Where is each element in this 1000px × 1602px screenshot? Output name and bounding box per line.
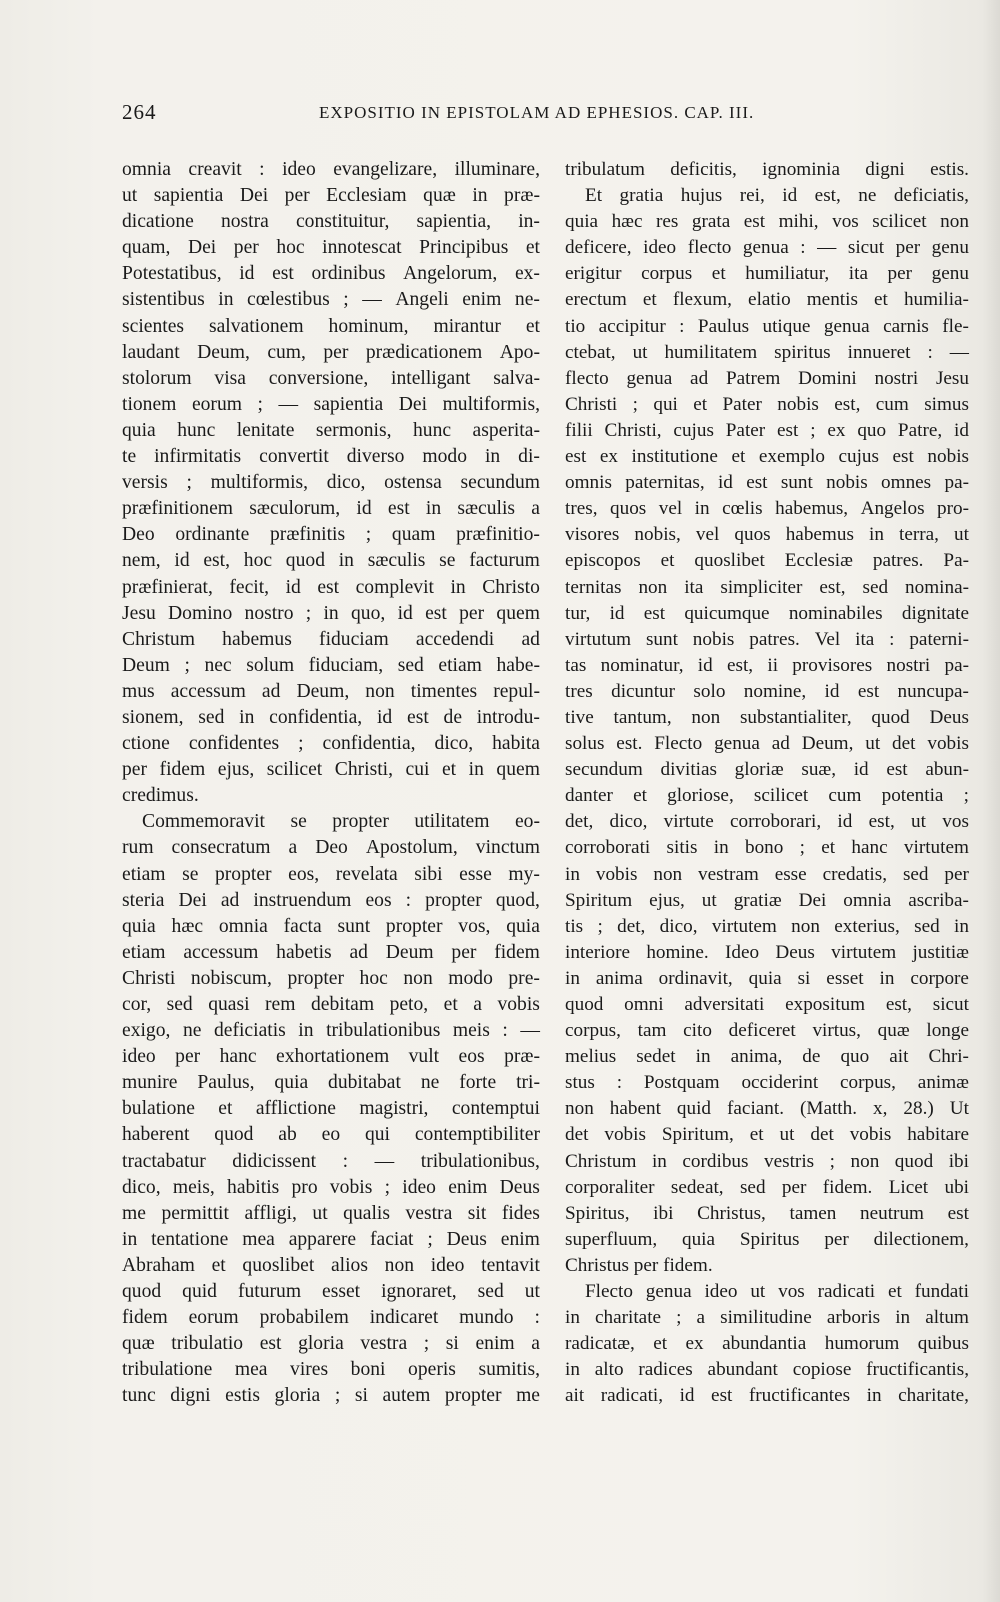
text-line: flecto genua ad Patrem Domini nostri Jesu	[565, 367, 969, 389]
text-line: stolorum visa conversione, intelligant salva-	[122, 367, 540, 389]
text-line: corpus, tam cito deficeret virtus, quæ longe	[565, 1020, 969, 1042]
text-line: cor, sed quasi rem debitam peto, et a vobis	[122, 994, 540, 1015]
text-line: quod quid futurum esset ignoraret, sed ut	[122, 1281, 540, 1303]
text-line: Flecto genua ideo ut vos radicati et fundati	[585, 1281, 969, 1303]
text-line: filii Christi, cujus Pater est ; ex quo Patre, id	[565, 419, 969, 441]
text-line: sionem, sed in confidentia, id est de introdu-	[122, 706, 540, 728]
text-line: tur, id est quicumque nominabiles dignitate	[565, 602, 969, 624]
text-line: in charitate ; a similitudine arboris in altum	[565, 1307, 969, 1329]
text-line: ait radicati, id est fructificantes in charitate,	[565, 1385, 969, 1407]
page-number: 264	[122, 100, 157, 124]
text-line: Deo ordinante præfinitis ; quam præfinitio-	[122, 524, 540, 546]
text-line: Christi nobiscum, propter hoc non modo pre-	[122, 967, 540, 989]
text-line: superfluum, quia Spiritus per dilectionem,	[565, 1228, 969, 1250]
text-line: præfinierat, fecit, id est complevit in Christo	[122, 576, 540, 598]
text-line: etiam se propter eos, revelata sibi esse my-	[122, 863, 540, 885]
text-line: steria Dei ad instruendum eos : propter quod,	[122, 889, 540, 911]
text-line: rum consecratum a Deo Apostolum, vinctum	[122, 837, 540, 859]
text-line: ideo per hanc exhortationem vult eos præ-	[122, 1046, 540, 1068]
text-line: ctebat, ut humilitatem spiritus innueret : —	[565, 341, 969, 363]
text-line: in vobis non vestram esse credatis, sed per	[565, 863, 969, 885]
text-line: quam, Dei per hoc innotescat Principibus et	[122, 237, 540, 259]
text-line: ternitas non ita simpliciter est, sed nomina-	[565, 576, 969, 598]
text-line: erigitur corpus et humiliatur, ita per genu	[565, 263, 969, 285]
text-line: interiore homine. Ideo Deus virtutem justitiæ	[565, 941, 969, 963]
text-line: me permittit affligi, ut qualis vestra sit fides	[122, 1202, 540, 1224]
text-line: haberent quod ab eo qui contemptibiliter	[122, 1124, 540, 1146]
left-text-column	[122, 157, 540, 1410]
text-line: secundum divitias gloriæ suæ, id est abun-	[565, 759, 969, 781]
text-line: præfinitionem sæculorum, id est in sæculis a	[122, 498, 540, 520]
right-text-column	[565, 157, 969, 1410]
text-line: ut sapientia Dei per Ecclesiam quæ in præ-	[122, 185, 540, 207]
text-line: fidem eorum probabilem indicaret mundo :	[122, 1307, 540, 1329]
text-line: dicatione nostra constituitur, sapientia, in-	[122, 211, 540, 233]
text-line: tribulatum deficitis, ignominia digni estis.	[565, 159, 969, 180]
text-line: Christum in cordibus vestris ; non quod ibi	[565, 1150, 969, 1172]
text-line: omnis paternitas, id est sunt nobis omnes pa-	[565, 472, 969, 494]
text-line: non habent quid faciant. (Matth. x, 28.) Ut	[565, 1098, 969, 1120]
text-line: per fidem ejus, scilicet Christi, cui et in quem	[122, 759, 540, 781]
text-line: solus est. Flecto genua ad Deum, ut det vobis	[565, 733, 969, 755]
text-line: Spiritus, ibi Christus, tamen neutrum est	[565, 1202, 969, 1224]
text-line: episcopos et quoslibet Ecclesiæ patres. Pa-	[565, 550, 969, 572]
text-line: quia hæc res grata est mihi, vos scilicet non	[565, 211, 969, 233]
text-line: Jesu Domino nostro ; in quo, id est per quem	[122, 602, 540, 624]
text-line: scientes salvationem hominum, mirantur et	[122, 315, 540, 337]
text-line: tio accipitur : Paulus utique genua carnis fle-	[565, 315, 969, 337]
text-line: tres dicuntur solo nomine, id est nuncupa-	[565, 680, 969, 702]
text-line: quia hunc lenitate sermonis, hunc asperita-	[122, 419, 540, 441]
text-line: munire Paulus, quia dubitabat ne forte tri-	[122, 1072, 540, 1094]
text-line: te infirmitatis convertit diverso modo in di-	[122, 446, 540, 468]
text-line: tis ; det, dico, virtutem non exterius, sed in	[565, 915, 969, 937]
text-line: tribulatione mea vires boni operis sumitis,	[122, 1359, 540, 1381]
running-title: EXPOSITIO IN EPISTOLAM AD EPHESIOS. CAP. III.	[319, 103, 755, 122]
text-line: melius sedet in anima, de quo ait Chri-	[565, 1046, 969, 1068]
text-line: quæ tribulatio est gloria vestra ; si enim a	[122, 1333, 540, 1355]
text-line: Christum habemus fiduciam accedendi ad	[122, 628, 540, 650]
text-line: danter et gloriose, scilicet cum potentia ;	[565, 785, 969, 807]
text-line: est ex institutione et exemplo cujus est nobis	[565, 446, 969, 468]
text-line: mus accessum ad Deum, non timentes repul-	[122, 680, 540, 702]
text-line: ctione confidentes ; confidentia, dico, habita	[122, 733, 540, 755]
text-line: tractabatur didicissent : — tribulationibus,	[122, 1150, 540, 1172]
text-line: in tentatione mea apparere faciat ; Deus enim	[122, 1228, 540, 1250]
text-line: in alto radices abundant copiose fructificantis,	[565, 1359, 969, 1381]
text-line: credimus.	[122, 785, 199, 807]
text-line: versis ; multiformis, dico, ostensa secundum	[122, 472, 540, 494]
text-line: tive tantum, non substantialiter, quod Deus	[565, 706, 969, 728]
text-line: virtutum sunt nobis patres. Vel ita : paterni-	[565, 628, 969, 650]
text-line: nem, id est, hoc quod in sæculis se facturum	[122, 550, 540, 572]
text-line: Potestatibus, id est ordinibus Angelorum, ex-	[122, 263, 540, 285]
text-line: tas nominatur, id est, ii provisores nostri pa-	[565, 654, 969, 676]
text-line: omnia creavit : ideo evangelizare, illuminare,	[122, 159, 540, 180]
text-line: Et gratia hujus rei, id est, ne deficiatis,	[585, 185, 969, 207]
page-header	[122, 100, 822, 130]
text-line: etiam accessum habetis ad Deum per fidem	[122, 941, 540, 963]
text-line: exigo, ne deficiatis in tribulationibus meis : —	[122, 1020, 540, 1042]
text-line: in anima ordinavit, quia si esset in corpore	[565, 967, 969, 989]
text-line: sistentibus in cœlestibus ; — Angeli enim ne-	[122, 289, 540, 311]
text-line: tionem eorum ; — sapientia Dei multiformis,	[122, 393, 540, 415]
text-line: bulatione et afflictione magistri, contemptui	[122, 1098, 540, 1120]
text-line: Abraham et quoslibet alios non ideo tentavit	[122, 1254, 540, 1276]
text-line: dico, meis, habitis pro vobis ; ideo enim Deus	[122, 1176, 540, 1198]
text-line: corroborati sitis in bono ; et hanc virtutem	[565, 837, 969, 859]
text-line: quia hæc omnia facta sunt propter vos, quia	[122, 915, 540, 937]
text-line: corporaliter sedeat, sed per fidem. Licet ubi	[565, 1176, 969, 1198]
text-line: erectum et flexum, elatio mentis et humilia-	[565, 289, 969, 311]
text-line: Christus per fidem.	[565, 1254, 713, 1276]
text-line: tunc digni estis gloria ; si autem propter me	[122, 1385, 540, 1407]
page-edge-shadow	[982, 0, 1000, 1602]
text-line: laudant Deum, cum, per prædicationem Apo-	[122, 341, 540, 363]
text-line: quod omni adversitati expositum est, sicut	[565, 994, 969, 1015]
text-line: Christi ; qui et Pater nobis est, cum simus	[565, 393, 969, 415]
text-line: stus : Postquam occiderint corpus, animæ	[565, 1072, 969, 1094]
text-line: visores nobis, vel quos habemus in terra, ut	[565, 524, 969, 546]
text-line: Deum ; nec solum fiduciam, sed etiam habe-	[122, 654, 540, 676]
text-line: radicatæ, et ex abundantia humorum quibus	[565, 1333, 969, 1355]
text-line: Spiritum ejus, ut gratiæ Dei omnia ascriba-	[565, 889, 969, 911]
text-line: Commemoravit se propter utilitatem eo-	[142, 811, 540, 833]
text-line: det, dico, virtute corroborari, id est, ut vos	[565, 811, 969, 833]
text-line: tres, quos vel in cœlis habemus, Angelos pro-	[565, 498, 969, 520]
text-line: deficere, ideo flecto genua : — sicut per genu	[565, 237, 969, 259]
text-line: det vobis Spiritum, et ut det vobis habitare	[565, 1124, 969, 1146]
